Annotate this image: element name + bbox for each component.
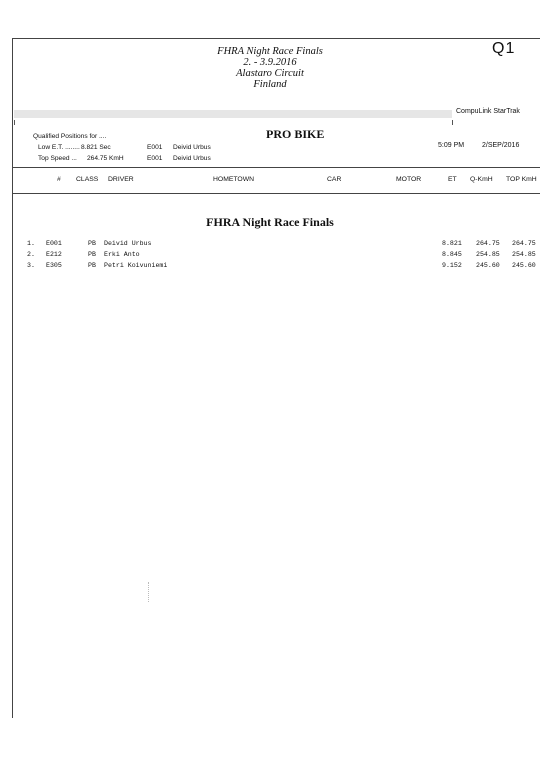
event-venue: Alastaro Circuit — [236, 68, 304, 79]
tick-mark — [452, 120, 453, 125]
top-speed-label: Top Speed ... — [38, 155, 77, 162]
low-et-value: 8.821 Sec — [81, 144, 111, 151]
event-header — [0, 46, 540, 90]
row-number: E001 — [46, 240, 62, 247]
row-top-kmh: 245.60 — [512, 262, 536, 269]
row-class: PB — [88, 251, 96, 258]
top-divider — [12, 38, 540, 39]
col-car: CAR — [327, 176, 342, 183]
print-timestamp — [438, 142, 519, 149]
row-q-kmh: 254.85 — [476, 251, 500, 258]
col-q-kmh: Q-KmH — [470, 176, 493, 183]
tick-mark — [14, 120, 15, 125]
table-row — [0, 251, 540, 262]
row-number: E305 — [46, 262, 62, 269]
low-et-car: E001 — [147, 144, 163, 151]
row-position: 2. — [27, 251, 35, 258]
event-dates: 2. - 3.9.2016 — [243, 57, 297, 68]
low-et-driver: Deivid Urbus — [173, 144, 211, 151]
scan-artifact — [148, 582, 150, 602]
col-driver: DRIVER — [108, 176, 134, 183]
row-top-kmh: 264.75 — [512, 240, 536, 247]
row-driver: Erki Anto — [104, 251, 140, 258]
row-driver: Deivid Urbus — [104, 240, 152, 247]
col-top-kmh: TOP KmH — [506, 176, 537, 183]
left-margin-line — [12, 38, 13, 718]
results-title: FHRA Night Race Finals — [206, 215, 334, 229]
row-et: 9.152 — [442, 262, 462, 269]
print-time: 5:09 PM — [438, 142, 465, 149]
col-motor: MOTOR — [396, 176, 422, 183]
col-class: CLASS — [76, 176, 99, 183]
row-class: PB — [88, 262, 96, 269]
print-date: 2/SEP/2016 — [481, 142, 520, 149]
col-hometown: HOMETOWN — [213, 176, 255, 183]
handwritten-mark: Q1 — [492, 40, 516, 57]
col-et: ET — [448, 176, 457, 183]
event-name: FHRA Night Race Finals — [217, 46, 323, 57]
row-top-kmh: 254.85 — [512, 251, 536, 258]
results-table — [0, 240, 540, 273]
stipple-band — [14, 110, 452, 118]
top-speed-car: E001 — [147, 155, 163, 162]
low-et-label: Low E.T. ........ — [38, 144, 80, 151]
row-driver: Petri Koivuniemi — [104, 262, 168, 269]
top-speed-value: 264.75 KmH — [87, 155, 124, 162]
row-number: E212 — [46, 251, 62, 258]
table-row — [0, 240, 540, 251]
brand-label: CompuLink StarTrak — [456, 108, 520, 115]
table-row — [0, 262, 540, 273]
class-title: PRO BIKE — [266, 127, 325, 141]
row-class: PB — [88, 240, 96, 247]
row-q-kmh: 245.60 — [476, 262, 500, 269]
row-q-kmh: 264.75 — [476, 240, 500, 247]
event-country: Finland — [253, 79, 287, 90]
col-num: # — [57, 176, 61, 183]
row-et: 8.821 — [442, 240, 462, 247]
qualified-label: Qualified Positions for .... — [33, 133, 107, 140]
row-position: 3. — [27, 262, 35, 269]
top-speed-driver: Deivid Urbus — [173, 155, 211, 162]
column-header-bottom-rule — [12, 193, 540, 194]
column-header-top-rule — [12, 167, 540, 168]
row-et: 8.845 — [442, 251, 462, 258]
row-position: 1. — [27, 240, 35, 247]
